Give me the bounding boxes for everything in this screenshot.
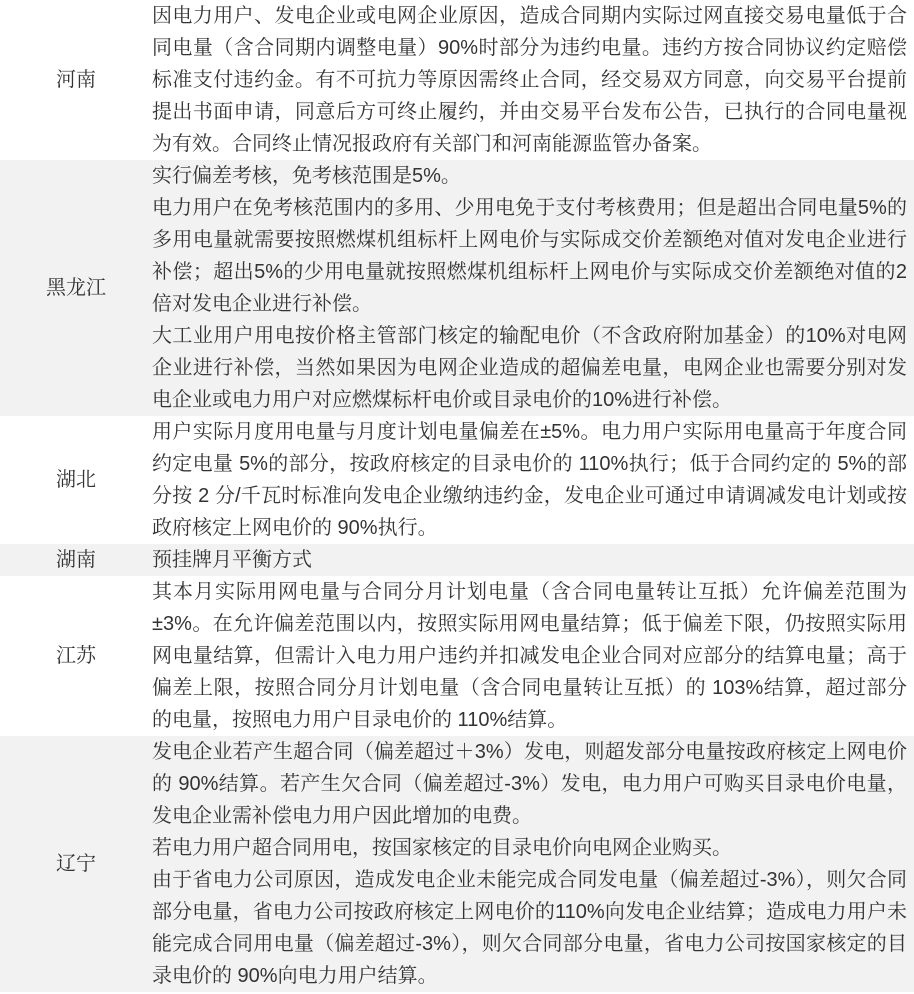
policy-paragraph: 若电力用户超合同用电，按国家核定的目录电价向电网企业购买。: [152, 837, 732, 859]
province-name: 湖南: [56, 549, 96, 571]
table-row-heilongjiang: [0, 160, 914, 416]
province-name: 辽宁: [56, 853, 96, 875]
table-row-hunan: [0, 544, 914, 576]
policy-paragraph: 其本月实际用网电量与合同分月计划电量（含合同电量转让互抵）允许偏差范围为±3%。在允许偏差范围以内，按照实际用网电量结算；低于偏差下限，仍按照实际用网电量结算，但需计入电力用户违约并扣减发电企业合同对应部分的结算电量；高于偏差上限，按照合同分月计划电量（含合同电量转让互抵）的 103%结算，超过部分的电量，按照电力用户目录电价的 110%结算。: [152, 581, 907, 731]
province-name: 湖北: [56, 469, 96, 491]
province-name-cell: [0, 576, 152, 736]
table-row-jiangsu: [0, 576, 914, 736]
province-name-cell: [0, 0, 152, 160]
table-row-liaoning: [0, 736, 914, 992]
province-name-cell: [0, 160, 152, 416]
province-name-cell: [0, 416, 152, 544]
policy-paragraph: 预挂牌月平衡方式: [152, 549, 312, 571]
policy-text-cell: [152, 416, 914, 544]
policy-paragraph: 发电企业若产生超合同（偏差超过＋3%）发电，则超发部分电量按政府核定上网电价的 90%结算。若产生欠合同（偏差超过-3%）发电，电力用户可购买目录电价电量，发电企业需补偿电力用户因此增加的电费。: [152, 741, 907, 827]
province-name: 江苏: [56, 645, 96, 667]
policy-text-cell: [152, 160, 914, 416]
policy-text-cell: [152, 576, 914, 736]
policy-text-cell: [152, 0, 914, 160]
table-row-henan: [0, 0, 914, 160]
province-name: 河南: [56, 69, 96, 91]
policy-text-cell: [152, 544, 914, 576]
policy-paragraph: 实行偏差考核，免考核范围是5%。: [152, 165, 461, 187]
policy-paragraph: 大工业用户用电按价格主管部门核定的输配电价（不含政府附加基金）的10%对电网企业进行补偿，当然如果因为电网企业造成的超偏差电量，电网企业也需要分别对发电企业或电力用户对应燃煤标杆电价或目录电价的10%进行补偿。: [152, 325, 907, 411]
province-name: 黑龙江: [46, 277, 106, 299]
policy-paragraph: 由于省电力公司原因，造成发电企业未能完成合同发电量（偏差超过-3%），则欠合同部分电量，省电力公司按政府核定上网电价的110%向发电企业结算；造成电力用户未能完成合同用电量（偏差超过-3%），则欠合同部分电量，省电力公司按国家核定的目录电价的 90%向电力用户结算。: [152, 869, 907, 987]
province-name-cell: [0, 544, 152, 576]
table-row-hubei: [0, 416, 914, 544]
policy-paragraph: 用户实际月度用电量与月度计划电量偏差在±5%。电力用户实际用电量高于年度合同约定电量 5%的部分，按政府核定的目录电价的 110%执行；低于合同约定的 5%的部分按 2 分/千瓦时标准向发电企业缴纳违约金，发电企业可通过申请调减发电计划或按政府核定上网电价的 90%执行。: [152, 421, 907, 539]
policy-text-cell: [152, 736, 914, 992]
province-name-cell: [0, 736, 152, 992]
policy-paragraph: 因电力用户、发电企业或电网企业原因，造成合同期内实际过网直接交易电量低于合同电量（含合同期内调整电量）90%时部分为违约电量。违约方按合同协议约定赔偿标准支付违约金。有不可抗力等原因需终止合同，经交易双方同意，向交易平台提前提出书面申请，同意后方可终止履约，并由交易平台发布公告，已执行的合同电量视为有效。合同终止情况报政府有关部门和河南能源监管办备案。: [152, 5, 907, 155]
policy-paragraph: 电力用户在免考核范围内的多用、少用电免于支付考核费用；但是超出合同电量5%的多用电量就需要按照燃煤机组标杆上网电价与实际成交价差额绝对值对发电企业进行补偿；超出5%的少用电量就按照燃煤机组标杆上网电价与实际成交价差额绝对值的2倍对发电企业进行补偿。: [152, 197, 907, 315]
